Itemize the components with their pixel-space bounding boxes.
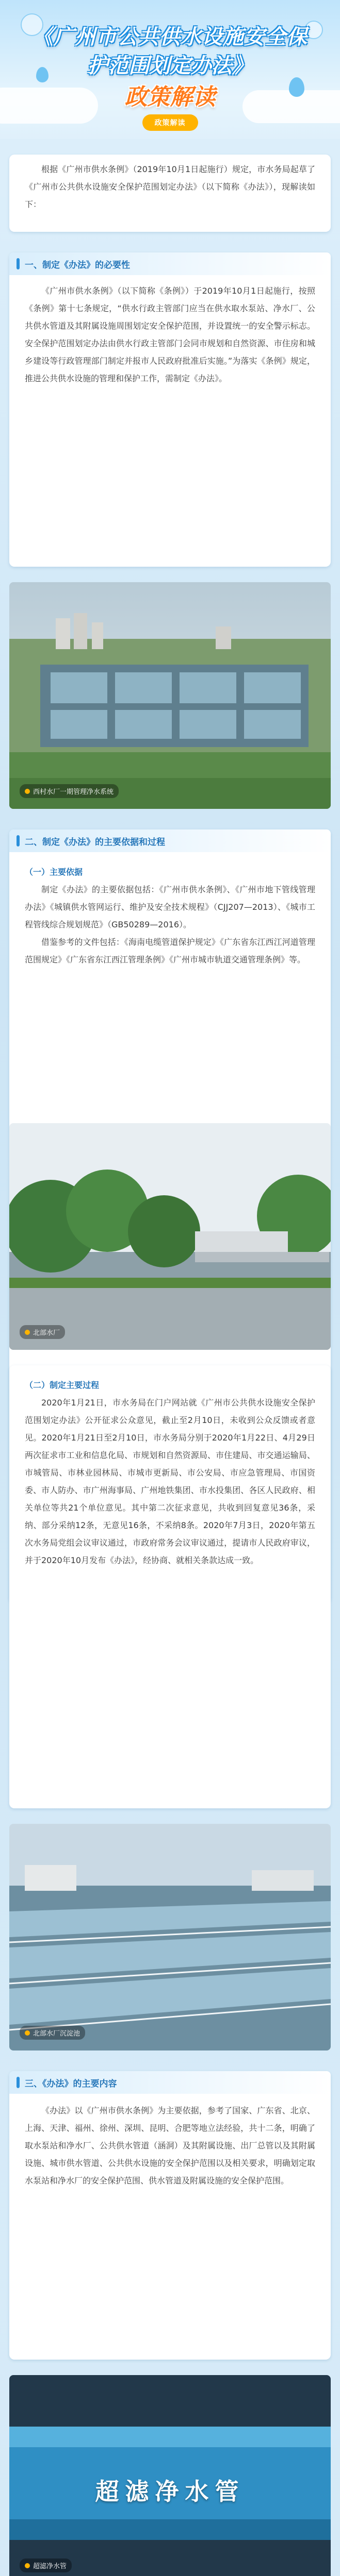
section2-cont-panel (9, 1365, 331, 1808)
section2-text2: 借鉴参考的文件包括：《海南电缆管道保护规定》《广东省东江西江河道管理范围规定》《广东省东江西江管理条例》《广州市城市轨道交通管理条例》等。 (25, 937, 315, 964)
photo1-caption: 西村水厂一期管理净水系统 (20, 784, 119, 798)
section1-panel (9, 252, 331, 567)
section2-header (9, 829, 331, 852)
section2-sub2: （二）制定主要过程 (25, 1380, 100, 1390)
caption-pin-icon (25, 1330, 30, 1335)
intro-panel (9, 155, 331, 232)
photo-sedimentation (9, 1824, 331, 2050)
photo4-caption: 超滤净水管 (20, 2558, 72, 2572)
section2-title: 二、制定《办法》的主要依据和过程 (25, 837, 165, 848)
hero-badge: 政策解读 (142, 114, 198, 131)
hero-title-line3: 政策解读 (124, 84, 216, 110)
caption-pin-icon (25, 2030, 30, 2036)
section3-panel (9, 2071, 331, 2360)
photo3-caption: 北部水厂沉淀池 (20, 2026, 85, 2040)
hero-title-line2: 护范围划定办法》 (87, 54, 253, 78)
section2-sub1: （一）主要依据 (25, 867, 83, 877)
caption-pin-icon (25, 789, 30, 794)
section1-text: 《广州市供水条例》（以下简称《条例》）于2019年10月1日起施行，按照《条例》第十七条规定，“供水行政主管部门应当在供水取水泵站、净水厂、公共供水管道及其附属设施周围划定安全保护范围，并设置统一的安全警示标志。安全保护范围划定办法由供水行政主管部门会同市规划和自然资源、市住房和城乡建设等行政管理部门制定并报市人民政府批准后实施。”为落实《条例》规定，推进公共供水设施的管理和保护工作，需制定《办法》。 (25, 286, 315, 383)
section-marker-icon (17, 2077, 20, 2088)
hero-title-line1: 《广州市公共供水设施安全保 (33, 25, 307, 49)
uf-pipe-sign: 超滤净水管 (95, 2478, 245, 2505)
sedimentation-illustration (9, 1824, 331, 2050)
section1-header (9, 252, 331, 275)
section2-text3: 2020年1月21日，市水务局在门户网站就《广州市公共供水设施安全保护范围划定办法》公开征求公众意见，截止至2月10日，未收到公众反馈或者意见。2020年1月21日至2月10日，市水务局分别于2020年1月22日、4月29日两次征求市工业和信息化局、市规划和自然资源局、市住建局、市交通运输局、市城管局、市林业园林局、市城市更新局、市公安局、市应急管理局、市国资委、市人防办、市广州海事局、广州地铁集团、市水投集团、各区人民政府、相关单位等共21个单位意见。其中第二次征求意见，共收到回复意见36条，采纳、部分采纳12条，无意见16条，不采纳8条。2020年7月3日，2020年第五次水务局党组会议审议通过，市政府常务会议审议通过，提请市人民政府审议，并于2020年10月发布《办法》，经协商、就相关条款达成一致。 (25, 1398, 315, 1565)
caption-pin-icon (25, 2563, 30, 2568)
water-plant-illustration (9, 582, 331, 809)
photo-north-plant (9, 1123, 331, 1350)
section2-text1: 制定《办法》的主要依据包括：《广州市供水条例》、《广州市地下管线管理办法》《城镇供水管网运行、维护及安全技术规程》（CJJ207—2013）、《城市工程管线综合规划规范》（GB50289—2016）。 (25, 885, 315, 929)
photo-uf-pipe (9, 2375, 331, 2576)
hero-banner (0, 0, 340, 139)
section3-text: 《办法》以《广州市供水条例》为主要依据，参考了国家、广东省、北京、上海、天津、福州、徐州、深圳、昆明、合肥等地立法经验，共十二条，明确了取水泵站和净水厂、公共供水管道（涵洞）及其附属设施、出厂总管以及其附属设施、城市供水管道、公共供水设施的安全保护范围以及相关要求，明确划定取水泵站和净水厂的安全保护范围、供水管道及附属设施的安全保护范围。 (25, 2106, 315, 2185)
section3-title: 三、《办法》的主要内容 (25, 2078, 117, 2089)
intro-text: 根据《广州市供水条例》（2019年10月1日起施行）规定，市水务局起草了《广州市公共供水设施安全保护范围划定办法》（以下简称《办法》），现解读如下： (25, 164, 315, 209)
photo2-caption: 北部水厂 (20, 1325, 65, 1339)
photo-water-plant (9, 582, 331, 809)
section-marker-icon (17, 835, 20, 846)
section-marker-icon (17, 258, 20, 269)
section1-title: 一、制定《办法》的必要性 (25, 260, 130, 270)
north-plant-illustration (9, 1123, 331, 1350)
section3-header (9, 2071, 331, 2094)
